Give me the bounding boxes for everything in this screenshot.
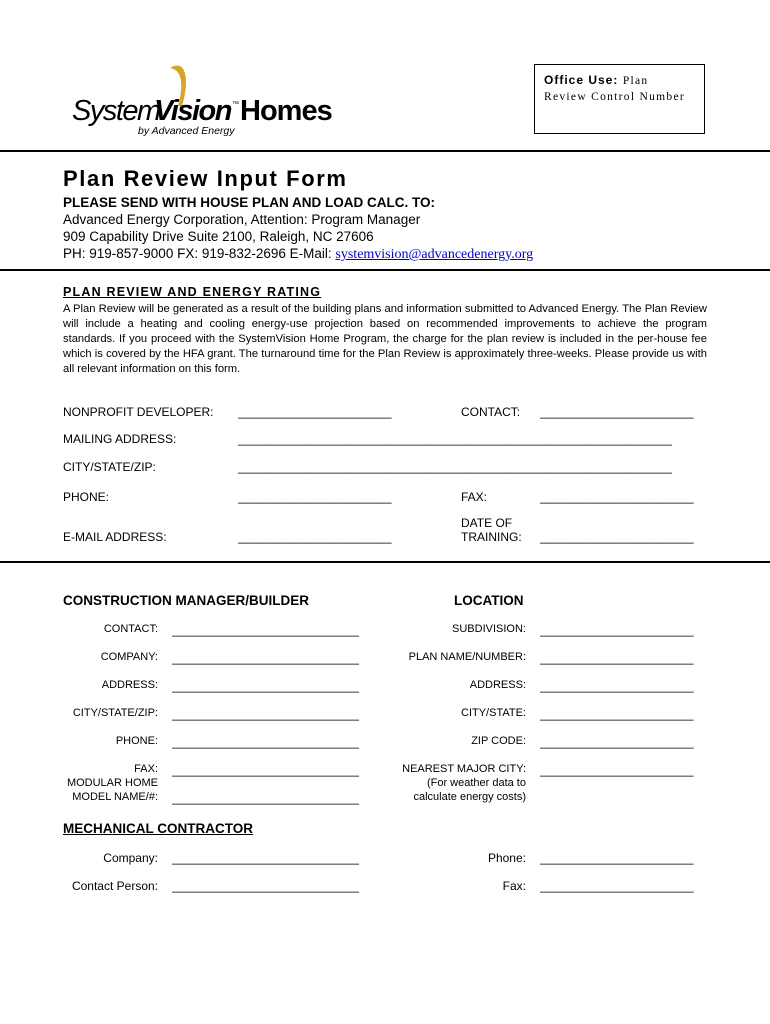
builder-company-label: COMPANY:	[100, 651, 158, 663]
send-to-heading: PLEASE SEND WITH HOUSE PLAN AND LOAD CALC. TO:	[63, 195, 436, 210]
subdivision-field[interactable]: _______________________	[540, 623, 694, 637]
builder-heading: CONSTRUCTION MANAGER/BUILDER	[63, 593, 309, 608]
builder-city-state-zip-field[interactable]: ____________________________	[172, 707, 359, 721]
form-title: Plan Review Input Form	[63, 166, 348, 191]
builder-company-field[interactable]: ____________________________	[172, 651, 359, 665]
location-address-label: ADDRESS:	[469, 679, 526, 691]
plan-review-heading: PLAN REVIEW AND ENERGY RATING	[63, 285, 322, 299]
divider-2	[0, 269, 770, 271]
logo-text-system: System	[72, 95, 160, 127]
plan-name-label: PLAN NAME/NUMBER:	[408, 651, 526, 663]
phone-field[interactable]: _______________________	[238, 490, 392, 504]
zip-code-label: ZIP CODE:	[471, 735, 526, 747]
mechanical-contact-person-field[interactable]: ____________________________	[172, 879, 359, 893]
builder-fax-field[interactable]: ____________________________	[172, 763, 359, 777]
mechanical-contractor-heading: MECHANICAL CONTRACTOR	[63, 821, 253, 836]
divider-3	[0, 561, 770, 563]
date-of-training-field[interactable]: _______________________	[540, 530, 694, 544]
logo-text-homes: Homes	[240, 95, 332, 127]
model-name-label: MODEL NAME/#:	[72, 791, 158, 803]
weather-note-1: (For weather data to	[426, 777, 526, 789]
plan-review-paragraph: A Plan Review will be generated as a result of the building plans and information submitted to Advanced Energy. The Plan Review will include a heating and cooling energy-use projection based on recommended improvements to achieve the program standards. If you proceed with the SystemVision Home Program, the charge for the plan review is included in the per-house fee which is covered by the HFA grant. The turnaround time for the Plan Review is approximately three-weeks. Please provide us with all relevant information on this form.	[63, 303, 707, 375]
subdivision-label: SUBDIVISION:	[452, 623, 526, 635]
nonprofit-developer-label: NONPROFIT DEVELOPER:	[63, 405, 214, 419]
office-use-text-1: Plan	[622, 75, 649, 87]
model-name-field[interactable]: ____________________________	[172, 791, 359, 805]
location-address-field[interactable]: _______________________	[540, 679, 694, 693]
systemvision-homes-logo	[70, 62, 340, 142]
weather-note-2: calculate energy costs)	[413, 791, 526, 803]
email-address-field[interactable]: _______________________	[238, 530, 392, 544]
location-heading: LOCATION	[454, 593, 524, 608]
modular-home-label: MODULAR HOME	[66, 777, 158, 789]
office-use-label: Office Use:	[544, 73, 619, 87]
email-address-label: E-MAIL ADDRESS:	[63, 530, 167, 544]
mailing-address-label: MAILING ADDRESS:	[63, 432, 177, 446]
logo-text-vision: Vision	[154, 95, 231, 127]
contact-field[interactable]: _______________________	[540, 405, 694, 419]
date-of-label: DATE OF	[461, 516, 513, 530]
training-label: TRAINING:	[461, 530, 522, 544]
mailing-address-field[interactable]: _________________________________________________________________	[238, 432, 672, 446]
plan-name-field[interactable]: _______________________	[540, 651, 694, 665]
divider-top	[0, 150, 770, 152]
builder-contact-label: CONTACT:	[103, 623, 158, 635]
contact-label: CONTACT:	[461, 405, 521, 419]
mechanical-phone-label: Phone:	[487, 851, 526, 865]
builder-address-label: ADDRESS:	[101, 679, 158, 691]
office-use-text-2: Review Control Number	[544, 91, 686, 103]
city-state-label: CITY/STATE:	[461, 707, 526, 719]
nearest-major-city-label: NEAREST MAJOR CITY:	[402, 763, 526, 775]
builder-contact-field[interactable]: ____________________________	[172, 623, 359, 637]
address-line-2: 909 Capability Drive Suite 2100, Raleigh, NC 27606	[63, 229, 374, 244]
zip-code-field[interactable]: _______________________	[540, 735, 694, 749]
mechanical-fax-label: Fax:	[502, 879, 526, 893]
builder-city-state-zip-label: CITY/STATE/ZIP:	[72, 707, 158, 719]
contact-phone-fax: PH: 919-857-9000 FX: 919-832-2696 E-Mail:	[63, 246, 336, 261]
fax-field[interactable]: _______________________	[540, 490, 694, 504]
email-link[interactable]: systemvision@advancedenergy.org	[335, 247, 534, 262]
mechanical-company-label: Company:	[103, 851, 158, 865]
nonprofit-developer-field[interactable]: _______________________	[238, 405, 392, 419]
city-state-zip-label: CITY/STATE/ZIP:	[63, 460, 156, 474]
builder-address-field[interactable]: ____________________________	[172, 679, 359, 693]
builder-phone-label: PHONE:	[115, 735, 158, 747]
logo-trademark: ™	[232, 101, 239, 108]
fax-label: FAX:	[461, 490, 488, 504]
phone-label: PHONE:	[63, 490, 110, 504]
mechanical-contact-person-label: Contact Person:	[71, 879, 158, 893]
office-use-box	[534, 64, 705, 134]
logo-text-by-advanced-energy: by Advanced Energy	[138, 125, 235, 137]
mechanical-phone-field[interactable]: _______________________	[540, 851, 694, 865]
nearest-major-city-field[interactable]: _______________________	[540, 763, 694, 777]
builder-phone-field[interactable]: ____________________________	[172, 735, 359, 749]
address-line-1: Advanced Energy Corporation, Attention: Program Manager	[63, 212, 421, 227]
city-state-zip-field[interactable]: _________________________________________________________________	[238, 460, 672, 474]
builder-fax-label: FAX:	[134, 763, 158, 775]
city-state-field[interactable]: _______________________	[540, 707, 694, 721]
mechanical-company-field[interactable]: ____________________________	[172, 851, 359, 865]
mechanical-fax-field[interactable]: _______________________	[540, 879, 694, 893]
contact-line	[63, 246, 533, 263]
